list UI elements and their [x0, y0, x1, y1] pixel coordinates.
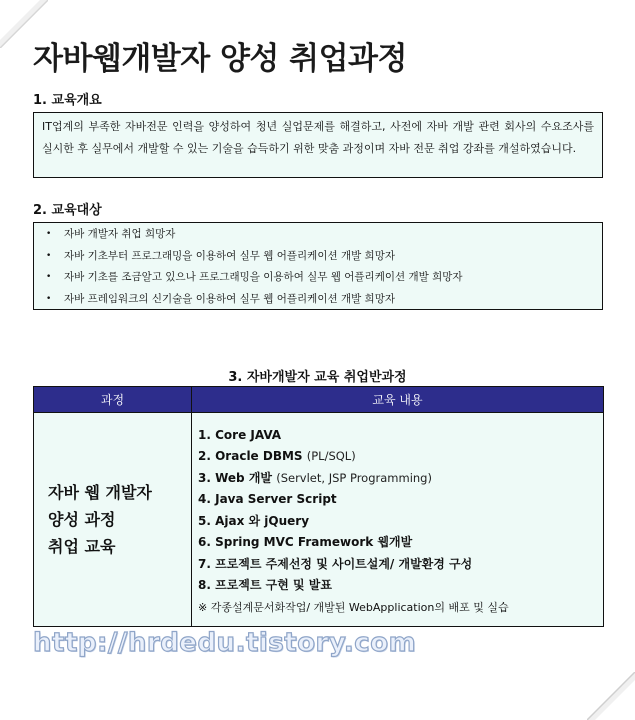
course-table-title: 3. 자바개발자 교육 취업반과정 [228, 370, 407, 385]
bullet: • [46, 293, 52, 304]
item-number: 6. [198, 535, 211, 549]
item-number: 5. [198, 513, 211, 528]
content-item [198, 468, 603, 490]
item-main: Web 개발 [215, 470, 273, 485]
item-number: 2. [198, 449, 211, 463]
item-number: 7. [198, 556, 211, 571]
item-main: Java Server Script [215, 492, 337, 506]
item-number: 1. [198, 427, 211, 442]
content-item [198, 575, 603, 597]
overview-text: IT업계의 부족한 자바전문 인력을 양성하여 청년 실업문제를 해결하고, 사전에 자바 개발 관련 회사의 수요조사를 실시한 후 실무에서 개발할 수 있는 기술을 습득하기 위한 맞춤 과정이며 자바 전문 취업 강좌를 개설하였습니다. [42, 120, 594, 155]
list-item [38, 224, 598, 246]
list-item-text: 자바 기초를 조금알고 있으나 프로그래밍을 이용하여 실무 웹 어플리케이션 개발 희망자 [64, 271, 463, 283]
item-number: 4. [198, 492, 211, 506]
list-item [38, 289, 598, 311]
section-target-heading: 2. 교육대상 [33, 203, 102, 218]
course-table [33, 386, 604, 627]
target-list [38, 224, 598, 310]
page-title: 자바웹개발자 양성 취업과정 [33, 41, 407, 77]
column-header-course: 과정 [34, 387, 192, 413]
list-item-text: 자바 개발자 취업 희망자 [64, 228, 176, 240]
item-main: Spring MVC Framework 웹개발 [215, 535, 413, 549]
item-main: 프로젝트 구현 및 발표 [215, 578, 332, 592]
section-overview-heading: 1. 교육개요 [33, 93, 102, 108]
content-item [198, 446, 603, 468]
bullet: • [46, 250, 52, 261]
item-main: Ajax 와 jQuery [215, 513, 310, 528]
course-name-line: 취업 교육 [48, 537, 116, 556]
item-sub: (PL/SQL) [306, 449, 356, 463]
list-item-text: 자바 기초부터 프로그래밍을 이용하여 실무 웹 어플리케이션 개발 희망자 [64, 249, 395, 262]
content-item [198, 489, 603, 511]
watermark-url: http://hrdedu.tistory.com [33, 628, 417, 658]
list-item-text: 자바 프레임워크의 신기술을 이용하여 실무 웹 어플리케이션 개발 희망자 [64, 292, 395, 305]
course-name-line: 자바 웹 개발자 [48, 483, 152, 502]
item-number: 8. [198, 578, 211, 592]
bullet: • [46, 272, 52, 282]
table-header-row [34, 387, 604, 413]
course-name-cell [34, 413, 192, 627]
content-item [198, 511, 603, 533]
table-row [34, 413, 604, 627]
item-main: 프로젝트 주제선정 및 사이트설계/ 개발환경 구성 [215, 556, 473, 571]
item-number: 3. [198, 470, 211, 485]
content-note: ※ 각종설계문서화작업/ 개발된 WebApplication의 배포 및 실습 [198, 600, 509, 614]
target-box [33, 222, 603, 310]
column-header-content: 교육 내용 [192, 387, 604, 413]
item-main: Core JAVA [215, 427, 282, 442]
course-content-cell [192, 413, 604, 627]
content-item [198, 554, 603, 576]
list-item [38, 246, 598, 268]
course-name-line: 양성 과정 [48, 510, 116, 529]
list-item [38, 267, 598, 289]
bullet: • [46, 229, 52, 239]
item-sub: (Servlet, JSP Programming) [276, 470, 432, 485]
content-list [192, 421, 603, 597]
item-main: Oracle DBMS [215, 449, 303, 463]
content-item [198, 532, 603, 554]
overview-box [33, 112, 603, 178]
page-curl-bottom-right [587, 672, 635, 720]
content-item [198, 425, 603, 447]
